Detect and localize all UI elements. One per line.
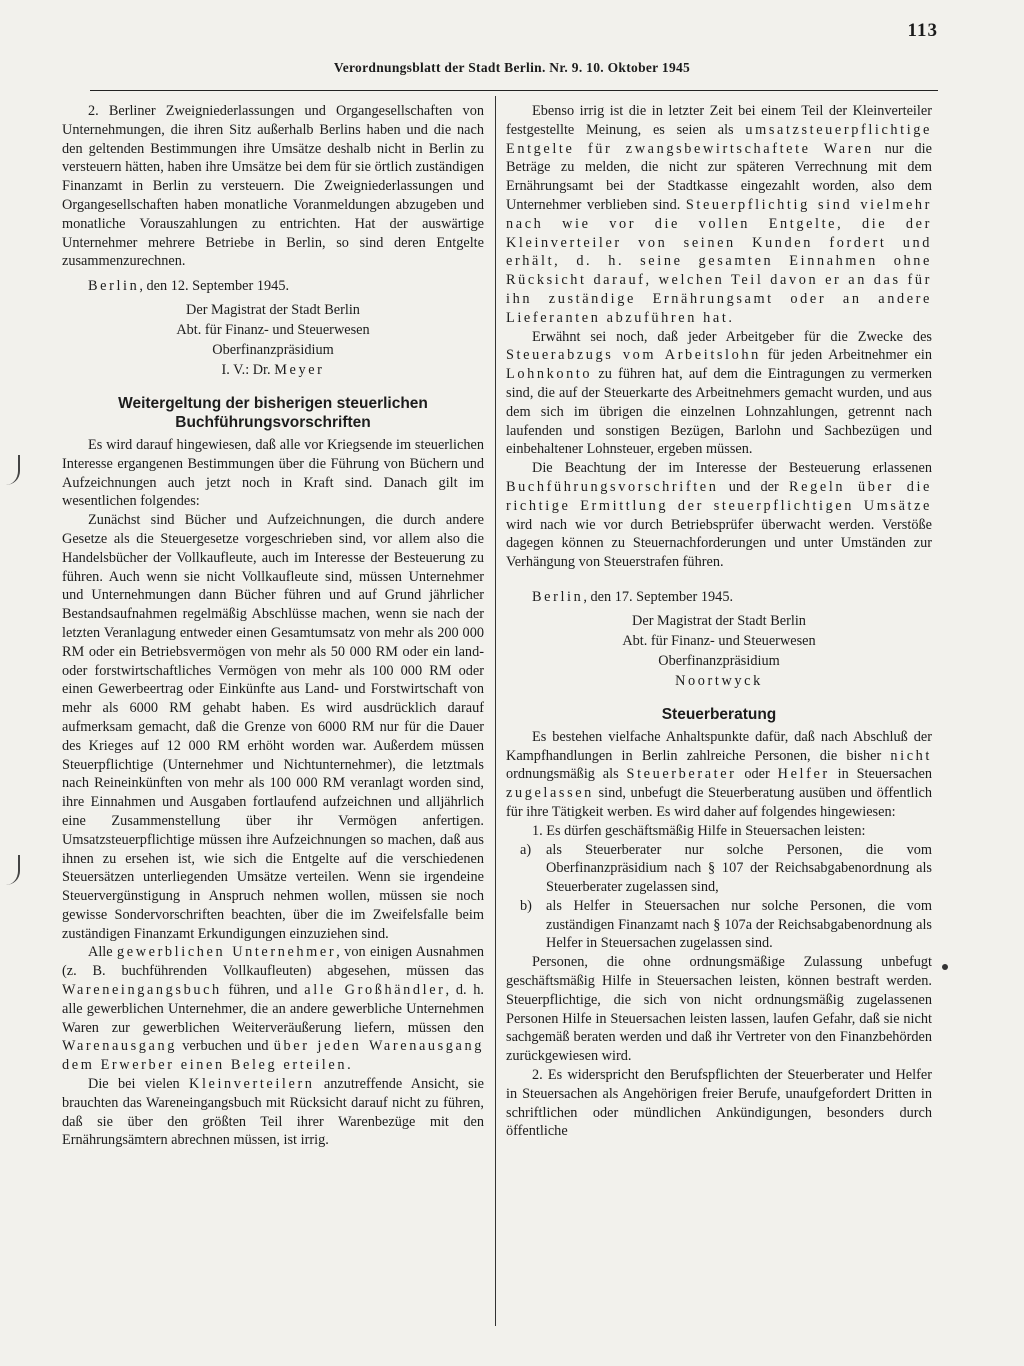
emphasis: Lohnkonto [506,366,593,383]
date-text: , den 12. September 1945. [139,278,290,295]
page-number: 113 [907,20,938,41]
paragraph: Es wird darauf hingewiesen, daß alle vor Kriegsende im steuerlichen Interesse ergangenen Bestimmungen über die Führung von Büchern und Aufzeichnungen auch jetzt noch in Kraft sind. Danach gilt im wesentlichen folgendes: [62,436,484,510]
emphasis: Buchführungsvorschriften [506,478,719,495]
list-item [506,897,932,953]
emphasis: umsatzsteuerpflichtige Entgelte für zwangsbewirtschaftete Waren [506,121,932,157]
emphasis: alle Großhändler [304,982,446,999]
emphasis: Regeln über die richtige Ermittlung der steuerpflichtigen Umsätze [506,478,932,514]
section-heading: Weitergeltung der bisherigen steuerlichen Buchführungsvorschriften [118,394,428,431]
list-text: als Steuerberater nur solche Personen, die vom Oberfinanzpräsidium nach § 107 der Reichsabgabenordnung als Steuerberater zugelassen sind, [546,841,932,896]
date-line [62,277,484,296]
paragraph [506,102,932,328]
margin-mark [4,455,20,485]
signature-line: Der Magistrat der Stadt Berlin [186,301,360,318]
list-text: als Helfer in Steuersachen nur solche Personen, die vom zuständigen Finanzamt nach § 107a der Reichsabgabenordnung als Helfer in Steuersachen zugelassen sind. [546,897,932,952]
text: , d. h. alle gewerblichen Unternehmer, die an andere gewerbliche Unternehmen Waren zur gewerblichen Weiterveräußerung liefern, müssen den [62,982,484,1036]
signature-line [62,360,484,380]
text: und der [718,478,790,495]
emphasis: Steuerabzugs vom Arbeitslohn [506,347,761,364]
text: . [347,1057,351,1074]
margin-dot [942,964,948,970]
text: Alle [88,944,117,961]
signature-block [62,300,484,380]
emphasis: Kleinverteilern [189,1076,315,1093]
header-rule [90,90,938,91]
text: ordnungsmäßig als [506,766,627,783]
emphasis: zugelassen [506,785,594,802]
signature-line: Der Magistrat der Stadt Berlin [632,612,806,629]
text: Ebenso irrig ist die in letzter Zeit bei einem Teil der Kleinverteiler festgestellte Meinung, es seien als [506,103,932,138]
date-place: Berlin [88,278,140,295]
text: . [728,309,732,326]
list-item [506,841,932,897]
section-heading: Steuerberatung [661,705,777,723]
emphasis: Warenausgang [62,1038,177,1055]
text: in Steuersachen [829,766,932,783]
text: wird nach wie vor durch Betriebsprüfer überwacht werden. Verstöße dagegen können zu Steuernachforderungen und unter Umständen zur Verhängung von Steuerstrafen führen. [506,516,932,571]
emphasis: Steuerpflichtig sind vielmehr nach wie vor die vollen Entgelte, die der Kleinverteiler von seinen Kunden fordert und erhält, d. h. seine gesamten Einnahmen ohne Rücksicht darauf, welchen Teil davon er an das für ihn zuständige Ernährungsamt oder an andere Lieferanten abzuführen hat [506,196,932,326]
text: Es bestehen vielfache Anhaltspunkte dafür, daß nach Abschluß der Kampfhandlungen in Berlin zahlreiche Personen, die bisher [506,728,932,764]
emphasis: Wareneingangsbuch [62,982,222,999]
signature-prefix: I. V.: Dr. [221,361,271,378]
paragraph: 2. Berliner Zweigniederlassungen und Organgesellschaften von Unternehmungen, die ihren Sitz außerhalb Berlins haben und die nach den geltenden Bestimmungen ihre Umsätze deshalb nicht in Berlin zu versteuern hätten, haben ihre Umsätze bei dem für sie örtlich zuständigen Finanzamt in Berlin zu versteuern. Die Zweigniederlassungen und Organgesellschaften haben monatliche Voranmeldungen abzugeben und monatliche Vorauszahlungen zu entrichten. Hat der auswärtige Unternehmer mehrere Betriebe in Berlin, so sind deren Entgelte zusammenzurechnen. [62,103,484,270]
paragraph: 1. Es dürfen geschäftsmäßig Hilfe in Steuersachen leisten: [532,822,866,839]
text: Die Beachtung der im Interesse der Besteuerung erlassenen [532,460,932,477]
paragraph [506,328,932,460]
text: Die bei vielen [88,1076,190,1093]
list-label: a) [520,841,532,858]
paragraph: Zunächst sind Bücher und Aufzeichnungen, die durch andere Gesetze als die Steuergesetze vorgeschrieben sind, vor allem also die Handelsbücher der Vollkaufleute, auch im Interesse der Besteuerung zu führen. Auch wenn sie nicht Vollkaufleute sind, müssen Unternehmer und Unternehmungen dann Bücher führen und auf Grund jährlicher Bestandsaufnahmen regelmäßig Abschlüsse machen, wenn sie nach der letzten Veranlagung entweder einen Gesamtumsatz von mehr als 200 000 RM oder ein Betriebsvermögen von mehr als 50 000 RM oder ein land- oder forstwirtschaftliches Vermögen von mehr als 100 000 RM oder einen Gewerbeertrag oder Einkünfte aus Land- und Forstwirtschaft von mehr als 6000 RM gehabt haben. Es wird ausdrücklich darauf aufmerksam gemacht, daß die Grenze von 6000 RM nur für die Dauer des Krieges auf 12 000 RM erhöht worden war. Außerdem müssen Steuerpflichtige (Unternehmer und Nichtunternehmer), die letztmals nach Reineinkünften von mehr als 100 000 RM veranlagt worden sind, ihre Einnahmen und Ausgaben fortlaufend aufzeichnen und alljährlich eine Zusammenstellung über ihr Vermögen anfertigen. Umsatzsteuerpflichtige müssen ihre Aufzeichnungen so machen, daß aus ihnen zu ersehen ist, wie sich die Entgelte auf die verschiedenen Steuersätzen unterliegenden Umsätze verteilen. Wenn sie irgendeine Steuervergünstigung in Anspruch nehmen wollen, müssen sie noch gewisse Sondervorschriften beachten, über die im Zweifelsfalle beim zuständigen Finanzamt Erkundigungen einzuziehen sind. [62,512,484,942]
date-place: Berlin [532,588,584,605]
paragraph [62,1075,484,1150]
text: anzutreffende Ansicht, sie brauchten das Wareneingangsbuch mit Rücksicht darauf nicht zu führen, daß sie über den größten Teil ihrer Warenbezüge mit den Ernährungsämtern abrechnen müssen, ist irrig. [62,1076,484,1149]
emphasis: Steuerberater [626,766,737,783]
text: oder [736,766,778,783]
text: verbuchen und [177,1038,274,1055]
signature-line: Abt. für Finanz- und Steuerwesen [176,321,370,338]
text: , von einigen Ausnahmen (z. B. buchführenden Vollkaufleuten) abgesehen, müssen das [62,944,484,980]
signature-line: Abt. für Finanz- und Steuerwesen [622,632,816,649]
signature-line: Oberfinanzpräsidium [658,652,780,669]
date-line [506,588,932,607]
margin-mark [4,855,20,885]
signatory-name: Meyer [274,361,325,378]
emphasis: nicht [890,747,932,764]
paragraph: Personen, die ohne ordnungsmäßige Zulassung unbefugt geschäftsmäßig Hilfe in Steuersachen leisten, können bestraft werden. Steuerpflichtige, die sich von nicht ordnungsmäßig zugelassenen Personen Hilfe in Steuersachen leisten lassen, laufen Gefahr, daß sie nicht sachgemäß beraten werden und daß ihr Vertreter von den Finanzbehörden zurückgewiesen wird. [506,954,932,1065]
text: für jeden Arbeitnehmer ein [760,347,932,364]
text: sind, unbefugt die Steuerberatung ausüben und öffentlich für ihre Tätigkeit werben. Es wird daher auf folgendes hingewiesen: [506,785,932,820]
text: nur die Beträge zu melden, die nicht zur späteren Verrechnung mit dem Ernährungsamt bei der Stadtkasse eingezahlt worden, also dem Unternehmer verblieben sind. [506,140,932,213]
signature-block [506,611,932,691]
paragraph [506,459,932,572]
text: zu führen hat, auf dem die Eintragungen zu vermerken sind, die auf der Steuerkarte des Arbeitnehmers gemacht wurden, und aus dem sich im übrigen die einzelnen Lohnzahlungen, getrennt nach laufenden und sonstigen Bezügen, Barlohn und Sachbezügen und einbehaltener Lohnsteuer, ergeben müssen. [506,366,932,458]
list-label: b) [520,897,532,914]
emphasis: gewerblichen Unternehmer [117,944,337,961]
date-text: , den 17. September 1945. [583,588,734,605]
signature-line: Oberfinanzpräsidium [212,341,334,358]
paragraph [506,728,932,822]
paragraph [62,943,484,1075]
paragraph: 2. Es widerspricht den Berufspflichten der Steuerberater und Helfer in Steuersachen als Angehörigen freier Berufe, unaufgefordert Dritten in schriftlichen oder mündlichen Ankündigungen, besonders durch öffentliche [506,1067,932,1140]
running-header: Verordnungsblatt der Stadt Berlin. Nr. 9. 10. Oktober 1945 [333,60,691,75]
left-column [62,102,484,1150]
right-column [506,102,932,1141]
text: Erwähnt sei noch, daß jeder Arbeitgeber für die Zwecke des [532,328,932,345]
text: führen, und [221,982,305,999]
column-separator [495,96,496,1326]
emphasis: Helfer [777,766,830,783]
emphasis: über jeden Warenausgang dem Erwerber einen Beleg erteilen [62,1038,484,1074]
signatory-name: Noortwyck [675,672,763,689]
